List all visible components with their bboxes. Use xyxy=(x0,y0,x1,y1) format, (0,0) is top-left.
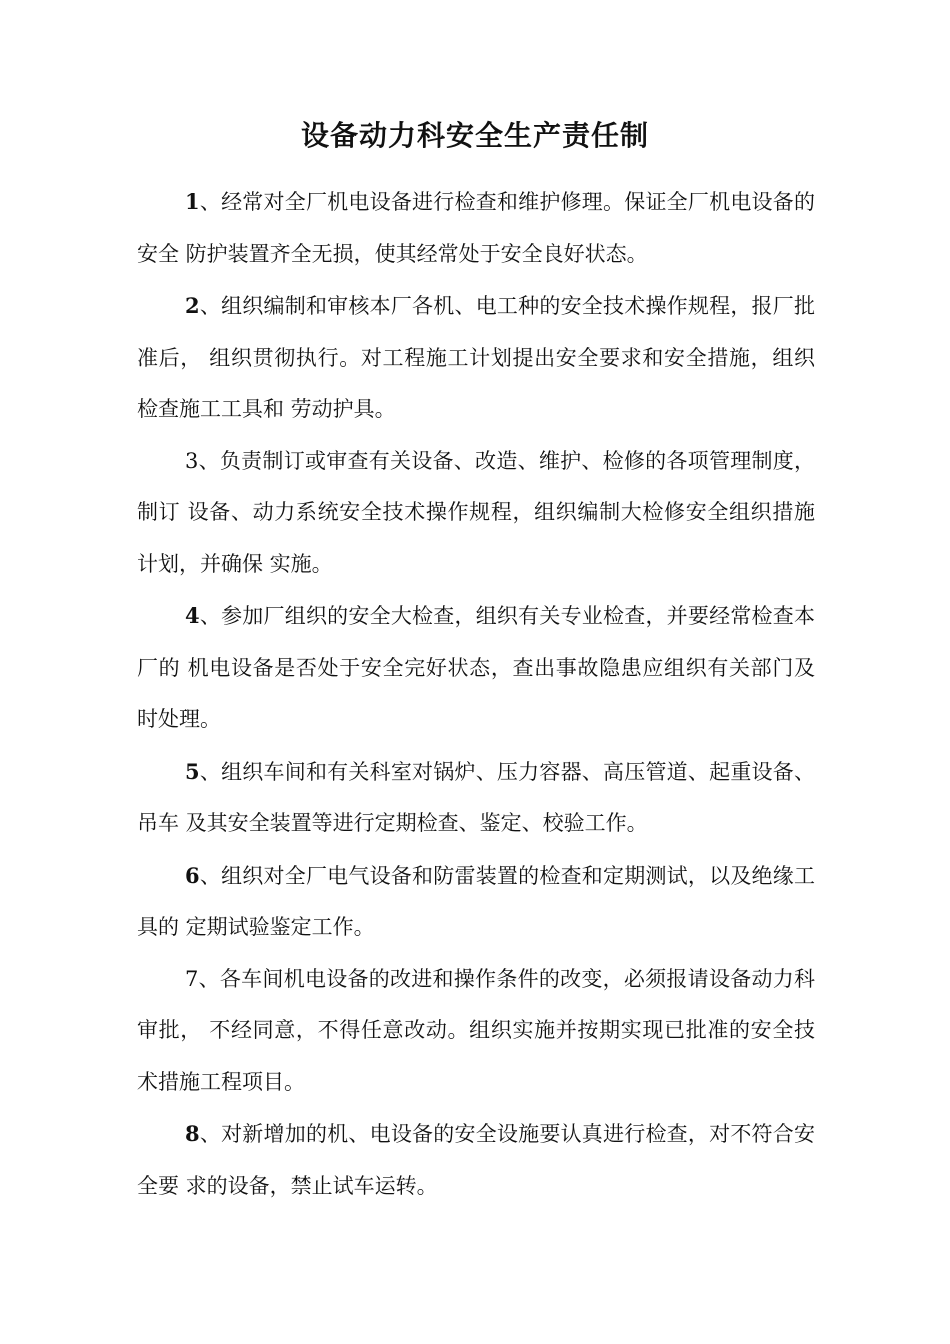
paragraph-text: 、组织编制和审核本厂各机、电工种的安全技术操作规程，报厂批准后， 组织贯彻执行。对工程施工计划提出安全要求和安全措施，组织检查施工工具和 劳动护具。 xyxy=(137,294,815,421)
paragraph-6 xyxy=(137,850,815,954)
paragraph-1 xyxy=(137,176,815,280)
paragraph-text: 、组织车间和有关科室对锅炉、压力容器、高压管道、起重设备、吊车 及其安全装置等进行定期检查、鉴定、校验工作。 xyxy=(137,759,815,835)
paragraph-text: 、负责制订或审查有关设备、改造、维护、检修的各项管理制度，制订 设备、动力系统安全技术操作规程，组织编制大检修安全组织措施计划，并确保 实施。 xyxy=(137,448,815,576)
paragraph-text: 、经常对全厂机电设备进行检查和维护修理。保证全厂机电设备的安全 防护装置齐全无损，使其经常处于安全良好状态。 xyxy=(137,190,815,266)
paragraph-text: 、对新增加的机、电设备的安全设施要认真进行检查，对不符合安全要 求的设备，禁止试车运转。 xyxy=(137,1122,815,1198)
paragraph-7 xyxy=(137,954,815,1109)
paragraph-2 xyxy=(137,280,815,436)
paragraph-number: 7 xyxy=(185,966,199,991)
document-title: 设备动力科安全生产责任制 xyxy=(300,119,649,152)
paragraph-number: 2 xyxy=(185,293,200,318)
paragraph-number: 3 xyxy=(185,448,199,473)
paragraph-8 xyxy=(137,1108,815,1212)
paragraph-text: 、参加厂组织的安全大检查，组织有关专业检查，并要经常检查本厂的 机电设备是否处于安全完好状态，查出事故隐患应组织有关部门及时处理。 xyxy=(137,604,815,731)
paragraph-text: 、各车间机电设备的改进和操作条件的改变，必须报请设备动力科审批， 不经同意，不得任意改动。组织实施并按期实现已批准的安全技术措施工程项目。 xyxy=(137,966,815,1094)
paragraph-number: 6 xyxy=(185,862,200,888)
paragraph-number: 4 xyxy=(185,603,200,628)
paragraph-5 xyxy=(137,746,815,850)
paragraph-number: 1 xyxy=(185,189,200,214)
document-body xyxy=(137,176,815,1212)
paragraph-number: 8 xyxy=(185,1121,200,1146)
paragraph-text: 、组织对全厂电气设备和防雷装置的检查和定期测试，以及绝缘工具的 定期试验鉴定工作。 xyxy=(137,863,815,939)
paragraph-number: 5 xyxy=(185,758,200,784)
paragraph-4 xyxy=(137,590,815,746)
paragraph-3 xyxy=(137,436,815,591)
